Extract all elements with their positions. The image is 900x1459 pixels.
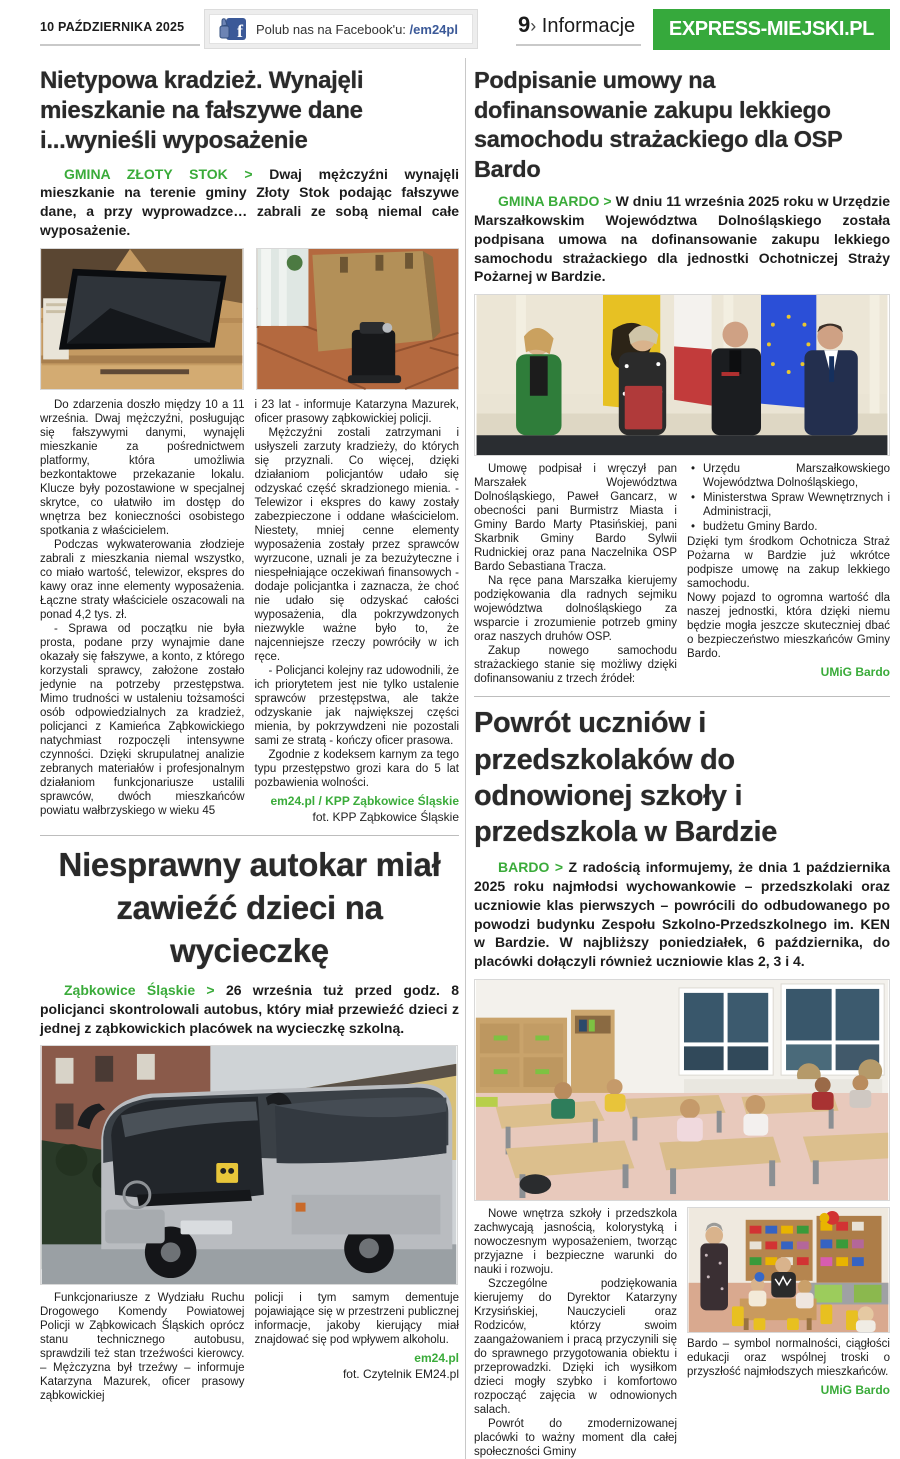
article-theft-column-2: i 23 lat - informuje Katarzyna Mazurek, oficer prasowy ząbkowickiej policji. Mężczyźni zostali zatrzymani i usłyszeli zarzuty kradzieży, do których się przyznali. Co więcej, dzięki działaniom policjantów udało się odzyskać część skradzionego mienia. - Telewizor i ekspres do kawy zostały zabezpieczone i oddane właścicielom. Niestety, mniej cenne elementy wyposażenia zostały przez sprawców wyrzucone, uznali je za bezużyteczne i niespełniające oczekiwań finansowych - dodaje policjantka i zaznacza, że choć nie udało się odzyskać całości wyposażenia, dla pokrzywdzonych niezwykle ważne było to, że najcenniejsze rzeczy powróciły w ich ręce. - Policjanci kolejny raz udowodnili, że ich priorytetem jest nie tylko ustalenie sprawców przestępstwa, ale także odzyskanie jak największej części mienia, by pokrzywdzeni nie pozostali sami ze stratą - kończy oficer prasowa. Zgodnie z kodeksem karnym za tego typu przestępstwo grozi kara do 5 lat pozbawienia wolności. em24.pl / KPP Ząbkowice Śląskie fot. KPP Ząbkowice Śląskie <box>254 398 459 824</box>
page-number-section <box>516 12 641 46</box>
funding-sources-list <box>689 462 890 534</box>
article-school-location-tag: BARDO > <box>498 859 564 876</box>
article-osp-lead: GMINA BARDO > W dniu 11 września 2025 roku w Urzędzie Marszałkowskim Województwa Dolnośląskiego została podpisana umowa na dofinansowanie zakupu lekkiego samochodu strażackiego dla jednostki Ochotniczej Straży Pożarnej w Bardzie. <box>474 193 891 285</box>
tv-box-and-coffee-machine-photo <box>256 248 460 390</box>
article-bus-source-credit: em24.pl <box>414 1351 459 1366</box>
article-school-lead: BARDO > Z radością informujemy, że dnia 1 października 2025 roku najmłodsi wychowankowie – przedszkolaki oraz uczniowie klas pierwszych – powrócili do odbudowanego po powodzi budynku Zespołu Szkolno-Przedszkolnego im. KEN w Bardzie. W najbliższy poniedziałek, 6 października, do placówki dołączyli również uczniowie klas 2, 3 i 4. <box>474 859 891 970</box>
article-school-title: Powrót uczniów i przedszkolaków do odnowionej szkoły i przedszkola w Bardzie <box>474 707 778 849</box>
article-bus-title: Niesprawny autokar miał zawieźć dzieci na wycieczkę <box>58 846 441 970</box>
page-header <box>40 6 890 52</box>
left-column <box>40 58 466 1459</box>
issue-date: 10 PAŹDZIERNIKA 2025 <box>40 12 200 46</box>
article-theft-lead: GMINA ZŁOTY STOK > Dwaj mężczyźni wynajęli mieszkanie na terenie gminy Złoty Stok podając fałszywe dane, a przy wyprowadzce… zabrali ze sobą niemal całe wyposażenie. <box>40 165 459 238</box>
article-school <box>474 705 890 1459</box>
list-item: • Ministerstwa Spraw Wewnętrznych i Administracji, <box>689 491 890 519</box>
kindergarten-room-photo <box>687 1207 890 1333</box>
coach-bus-photo <box>40 1045 458 1285</box>
article-bus-column-1: Funkcjonariusze z Wydziału Ruchu Drogowego Komendy Powiatowej Policji w Ząbkowicach Śląskich oprócz stanu technicznego autobusu, sprawdzili też stan trzeźwości kierowcy. – Mężczyzna był trzeźwy – informuje Katarzyna Mazurek, oficer prasowy ząbkowickiej <box>40 1292 245 1403</box>
article-bus-location-tag: Ząbkowice Śląskie > <box>64 982 215 998</box>
section-title: Informacje <box>541 15 636 37</box>
article-school-column-2: Bardo – symbol normalności, ciągłości edukacji oraz wspólnej troski o przyszłość najmłodszych mieszkańców. UMiG Bardo <box>687 1207 890 1459</box>
left-column-divider <box>40 835 459 836</box>
article-bus-photo-credit: fot. Czytelnik EM24.pl <box>342 1366 459 1381</box>
facebook-banner[interactable] <box>204 9 478 49</box>
article-osp-location-tag: GMINA BARDO > <box>498 193 612 210</box>
facebook-handle[interactable]: /em24pl <box>409 21 458 37</box>
article-bus-column-2: policji i tym samym dementuje pojawiające się w przestrzeni publicznej informacje, jakoby kierujący miał znajdować się pod wpływem alkoholu. em24.pl fot. Czytelnik EM24.pl <box>254 1292 459 1381</box>
list-item: • budżetu Gminy Bardo. <box>689 520 890 534</box>
article-osp-column-1: Umowę podpisał i wręczył pan Marszałek Województwa Dolnośląskiego, Paweł Gancarz, w obecności pani Burmistrz Miasta i Gminy Bardo Marty Ptasińskiej, pani Skarbnik Gminy Bardo Sylwii Rudnickiej oraz pana Naczelnika OSP Bardo Sebastiana Tracza. Na ręce pana Marszałka kierujemy podziękowania dla radnych sejmiku województwa dolnośląskiego za wsparcie i zrozumienie potrzeb gminy oraz naszych druhów OSP. Zakup nowego samochodu strażackiego stanie się możliwy dzięki dofinansowaniu z trzech źródeł: <box>474 463 677 686</box>
chevron-separator: › <box>530 16 537 36</box>
article-theft-column-1: Do zdarzenia doszło między 10 a 11 września. Dwaj mężczyźni, posługując się fałszywymi danymi, wynajęli mieszkanie za pośrednictwem platformy, która umożliwia bezkontaktowe przekazanie lokalu. Klucze były pozostawione w specjalnej skrytce, co ułatwiło im dostęp do wnętrza bez konieczności osobistego spotkania z właścicielem. Podczas wykwaterowania złodzieje zabrali z mieszkania niemal wszystko, co miało wartość, telewizor, ekspres do kawy oraz inne elementy wyposażenia. Łączne straty właściciele oszacowali na ponad 4,2 tys. zł. - Sprawa od początku nie była prosta, podane przy wynajmie dane okazały się fałszywe, a konto, z którego korzystali sprawcy, założone zostało jedynie na potrzeby przestępstwa. Mimo trudności w ustaleniu tożsamości osób odpowiedzialnych za kradzież, policjanci z Kamieńca Ząbkowickiego natychmiast rozpoczęli intensywne czynności. Dzięki skrupulatnej analizie zebranych materiałów i profesjonalnym działaniom funkcjonariusze ustalili sprawców, dwóch mieszkańców powiatu wałbrzyskiego w wieku 45 <box>40 398 245 818</box>
article-theft-title: Nietypowa kradzież. Wynajęli mieszkanie na fałszywe dane i...wynieśli wyposażenie <box>40 67 364 155</box>
article-osp-column-2: • Urzędu Marszałkowskiego Województwa Dolnośląskiego, • Ministerstwa Spraw Wewnętrznych i Administracji, • budżetu Gminy Bardo. Dzięki tym środkom Ochotnicza Straż Pożarna w Bardzie już wkrótce podpisze umowę na zakup lekkiego samochodu. Nowy pojazd to ogromna wartość dla naszej jednostki, która dzięki niemu będzie mogła jeszcze skuteczniej dbać o bezpieczeństwo mieszkańców Gminy Bardo. UMiG Bardo <box>687 462 890 686</box>
agreement-signing-photo <box>474 294 890 456</box>
article-theft-source-credit: em24.pl / KPP Ząbkowice Śląskie <box>270 794 459 809</box>
article-osp-source-credit: UMiG Bardo <box>820 665 890 680</box>
article-school-source-credit: UMiG Bardo <box>820 1382 890 1397</box>
article-theft-location-tag: GMINA ZŁOTY STOK > <box>64 165 253 182</box>
article-theft <box>40 66 459 825</box>
right-column <box>466 58 890 1459</box>
article-osp <box>474 66 890 686</box>
article-bus <box>40 844 459 1403</box>
article-bus-lead: Ząbkowice Śląskie > 26 września tuż przed godz. 8 policjanci skontrolowali autobus, który miał przewieźć dzieci z jednej z ząbkowickich placówek na wycieczkę szkolną. <box>40 982 460 1036</box>
facebook-like-icon <box>218 16 248 42</box>
svg-text:f: f <box>237 21 243 41</box>
renovated-classroom-photo <box>474 979 890 1201</box>
stolen-tv-photo <box>40 248 244 390</box>
article-school-column-1: Nowe wnętrza szkoły i przedszkola zachwycają jasnością, kolorystyką i nowoczesnym wyposażeniem, tworząc przyjazne i bezpieczne warunki do nauki i rozwoju. Szczególne podziękowania kierujemy do Dyrektor Katarzyny Krzysińskiej, Nauczycieli oraz Rodziców, którzy swoim zaangażowaniem i pracą przyczynili się do sprawnego przygotowania obiektu i przeprowadzki. Dzięki ich wysiłkom dzieci mogły szybko i komfortowo rozpocząć zajęcia w odnowionych salach. Powrót do zmodernizowanej placówki to ważny moment dla całej społeczności Gminy <box>474 1207 677 1459</box>
article-theft-photo-credit: fot. KPP Ząbkowice Śląskie <box>312 809 459 824</box>
page-number: 9 <box>517 12 531 37</box>
article-osp-title: Podpisanie umowy na dofinansowanie zakupu lekkiego samochodu strażackiego dla OSP Bardo <box>474 67 842 182</box>
facebook-label: Polub nas na Facebook'u: /em24pl <box>256 21 458 37</box>
right-column-divider <box>474 696 890 697</box>
list-item: • Urzędu Marszałkowskiego Województwa Dolnośląskiego, <box>689 462 890 490</box>
brand-logo[interactable]: EXPRESS-MIEJSKI.PL <box>653 9 890 50</box>
